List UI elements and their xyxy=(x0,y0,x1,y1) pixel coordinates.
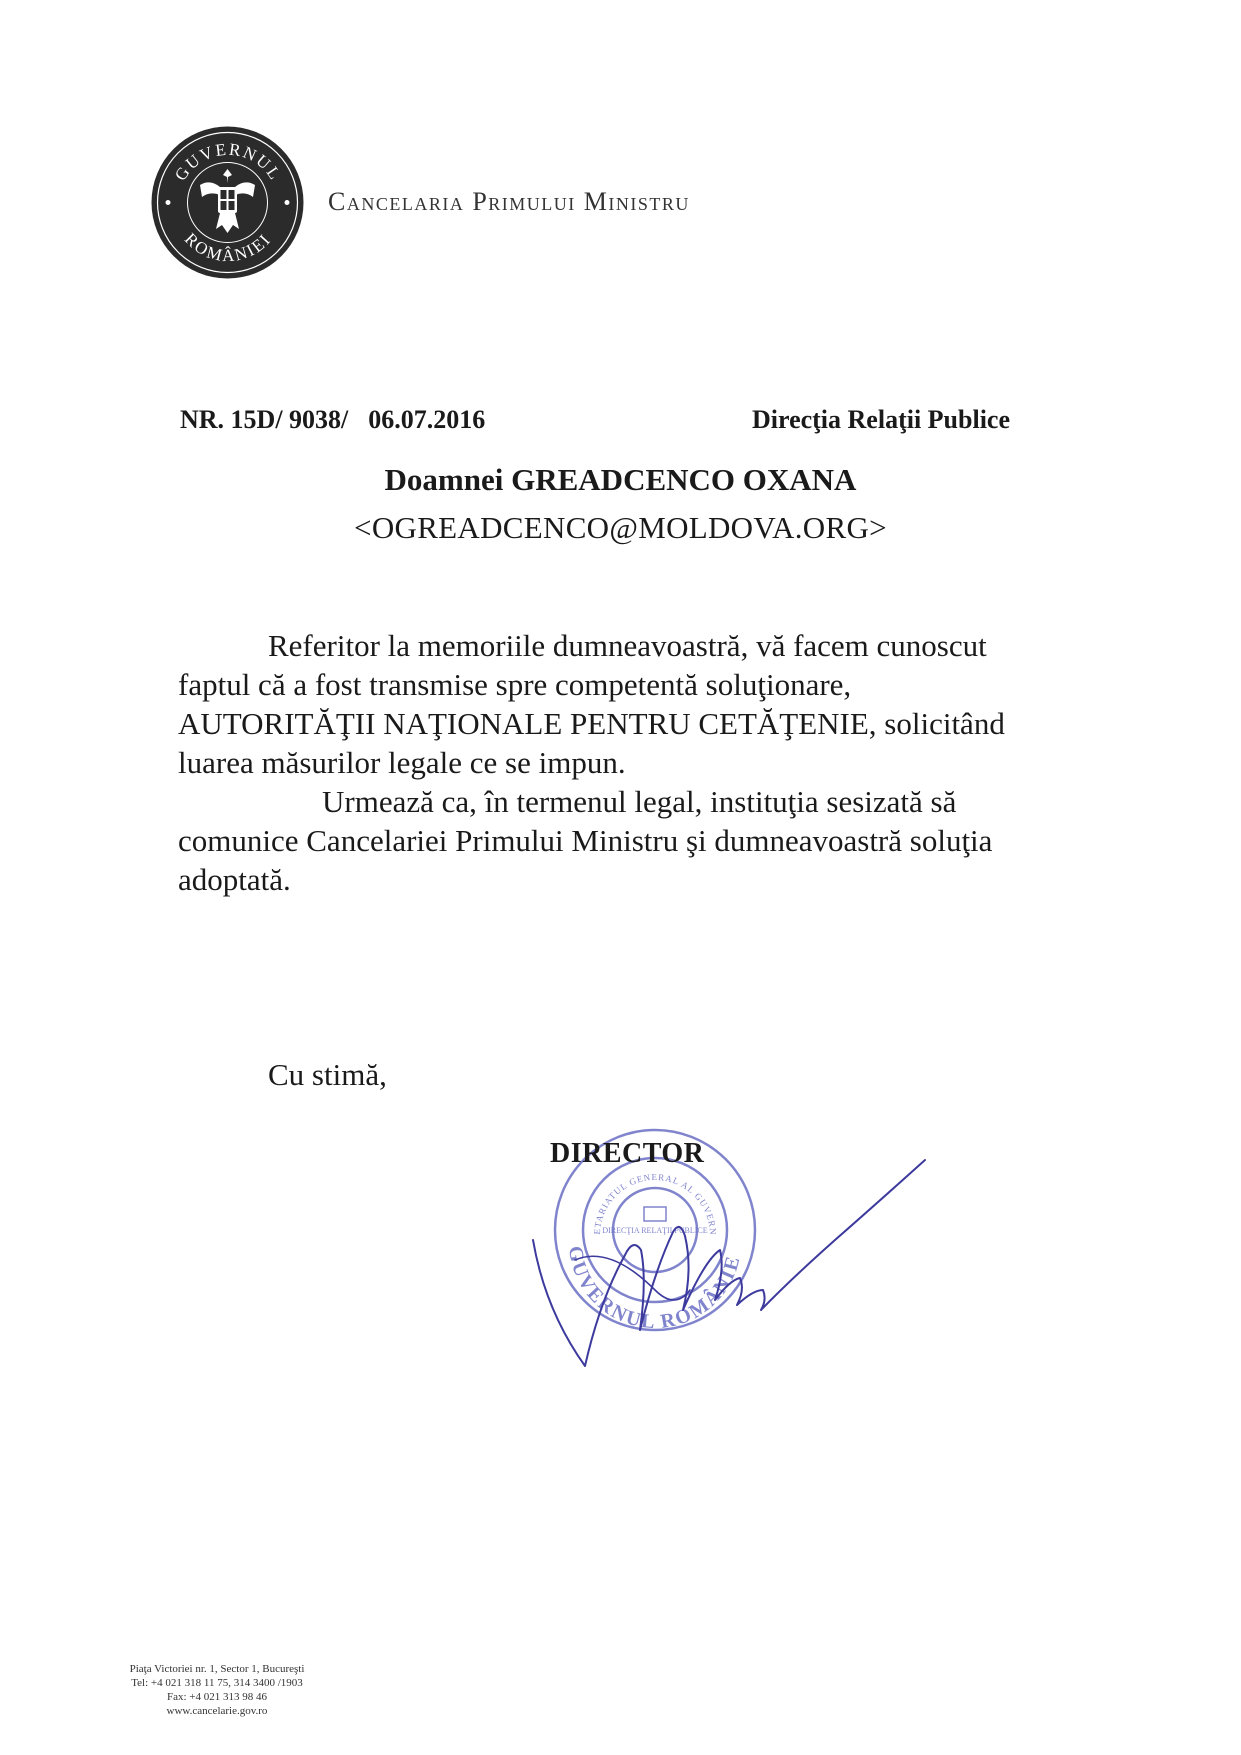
reference-line xyxy=(180,405,485,435)
body-line-1: Referitor la memoriile dumneavoastră, vă facem cunoscut xyxy=(268,628,987,663)
registration-number: NR. 15D/ 9038/ xyxy=(180,405,349,434)
closing-salutation: Cu stimă, xyxy=(268,1057,387,1092)
stamp-inner-text: ETARIATUL GENERAL AL GUVERN xyxy=(591,1171,719,1236)
stamp-outer-text: GUVERNUL ROMÂNIE xyxy=(563,1244,745,1334)
body-line-7: adoptată. xyxy=(178,862,291,897)
body-line-3: AUTORITĂŢII NAŢIONALE PENTRU CETĂŢENIE, solicitând xyxy=(178,706,1005,741)
seal-bottom-text: ROMÂNIEI xyxy=(180,229,276,266)
body-line-2: faptul că a fost transmise spre competentă soluţionare, xyxy=(178,667,852,702)
body-line-4: luarea măsurilor legale ce se impun. xyxy=(178,745,626,780)
government-seal-icon xyxy=(150,125,305,280)
institution-name: Cancelaria Primului Ministru xyxy=(328,187,690,216)
document-date: 06.07.2016 xyxy=(368,405,486,434)
department-name: Direcţia Relaţii Publice xyxy=(752,405,1011,434)
footer-website[interactable]: www.cancelarie.gov.ro xyxy=(166,1705,268,1717)
footer-fax: Fax: +4 021 313 98 46 xyxy=(166,1691,267,1703)
seal-top-text: GUVERNUL xyxy=(170,139,286,185)
footer-address: Piaţa Victoriei nr. 1, Sector 1, Bucureşti xyxy=(129,1663,305,1675)
handwritten-signature-icon xyxy=(515,1140,935,1380)
recipient-email: <OGREADCENCO@MOLDOVA.ORG> xyxy=(354,510,887,545)
body-line-6: comunice Cancelariei Primului Ministru şi dumneavoastră soluţia xyxy=(178,823,993,858)
recipient-name: Doamnei GREADCENCO OXANA xyxy=(384,462,857,497)
footer-telephone: Tel: +4 021 318 11 75, 314 3400 /1903 xyxy=(131,1677,303,1689)
stamp-center-text: DIRECŢIA RELAŢII PUBLICE xyxy=(602,1226,708,1235)
signatory-title: DIRECTOR xyxy=(550,1138,705,1169)
body-line-5: Urmează ca, în termenul legal, instituţia sesizată să xyxy=(322,784,957,819)
